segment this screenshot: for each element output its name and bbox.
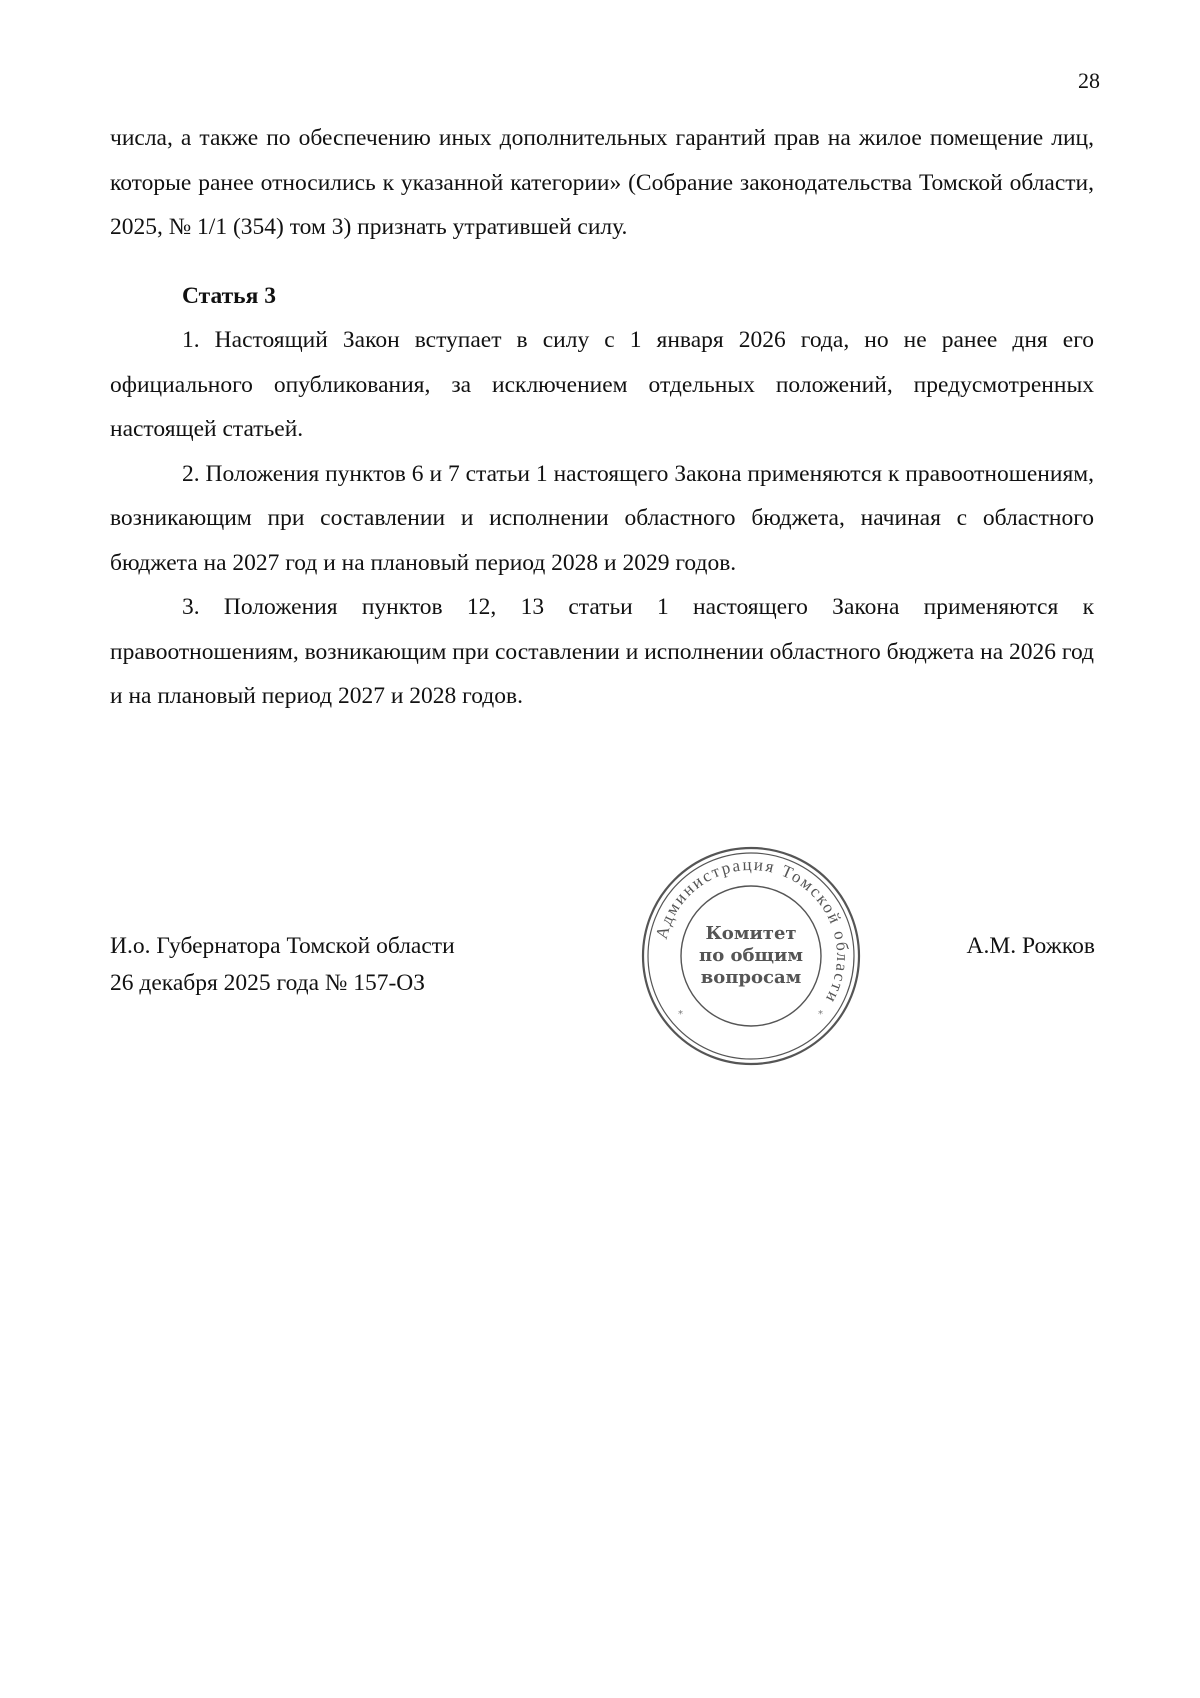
official-seal-stamp (640, 845, 862, 1067)
signature-block (110, 928, 455, 1002)
article-heading: Статья 3 (182, 282, 276, 309)
paragraph-continuation: числа, а также по обеспечению иных дополнительных гарантий прав на жилое помещение лиц, которые ранее относились к указанной категории» (Собрание законодательства Томской области, 2025, № 1/1 (354) том 3) признать утратившей силу. (110, 125, 1094, 240)
svg-text:вопросам: вопросам (700, 967, 802, 988)
signatory-position: И.о. Губернатора Томской области (110, 933, 455, 959)
svg-text:*: * (678, 1009, 683, 1020)
document-body (110, 116, 1094, 719)
paragraph-2: 2. Положения пунктов 6 и 7 статьи 1 настоящего Закона применяются к правоотношениям, возникающим при составлении и исполнении областного бюджета, начиная с областного бюджета на 2027 год и на плановый период 2028 и 2029 годов. (110, 460, 1094, 576)
page-number: 28 (1078, 68, 1100, 93)
paragraph-1: 1. Настоящий Закон вступает в силу с 1 января 2026 года, но не ранее дня его официального опубликования, за исключением отдельных положений, предусмотренных настоящей статьей. (110, 327, 1094, 442)
law-date-number: 26 декабря 2025 года № 157-ОЗ (110, 970, 426, 996)
svg-text:по общим: по общим (699, 945, 803, 966)
svg-text:*: * (818, 1009, 823, 1020)
svg-text:Администрация Томской области: Администрация Томской области (651, 854, 853, 1008)
paragraph-3: 3. Положения пунктов 12, 13 статьи 1 настоящего Закона применяются к правоотношениям, возникающим при составлении и исполнении областного бюджета на 2026 год и на плановый период 2027 и 2028 годов. (110, 594, 1094, 709)
svg-text:Комитет: Комитет (705, 923, 797, 944)
signatory-name: А.М. Рожков (966, 933, 1095, 959)
